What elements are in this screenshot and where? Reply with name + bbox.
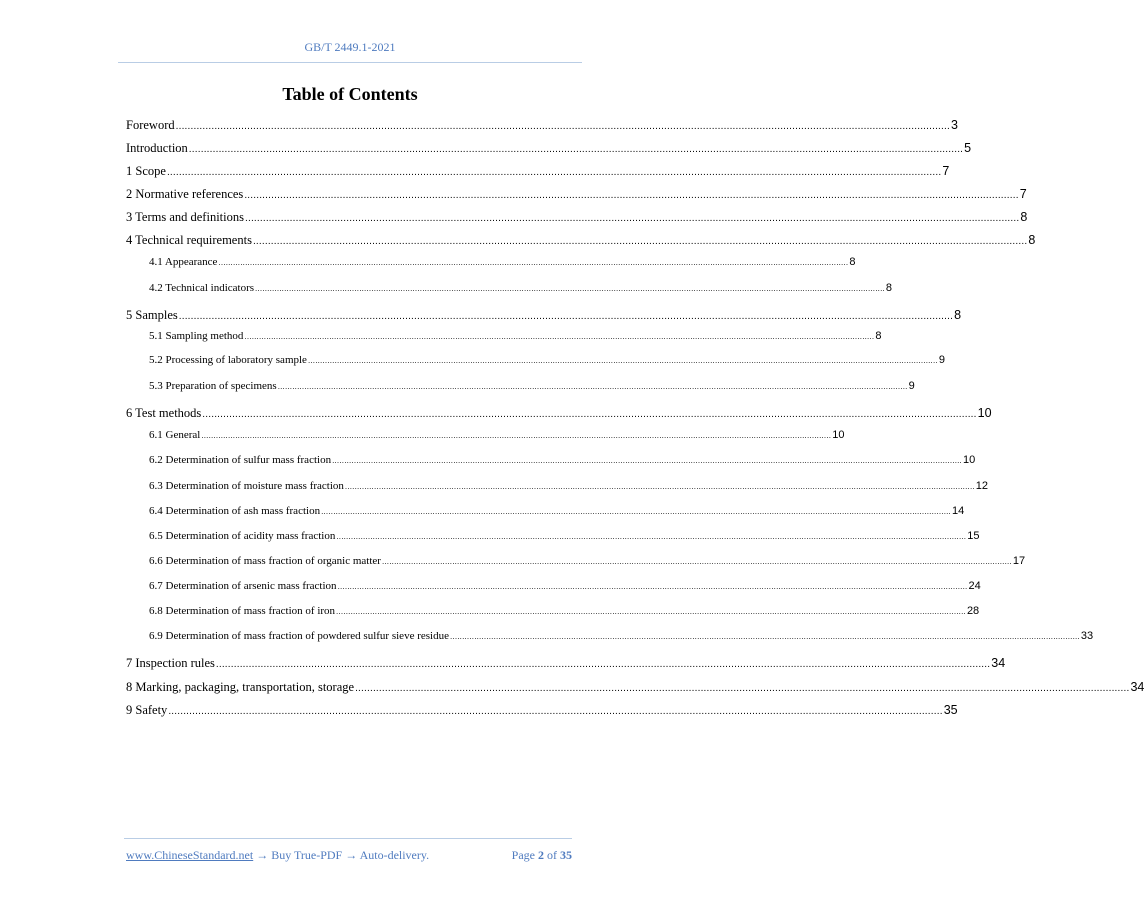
toc-dot-leader: .................................................................................................................................................................................................................................................................... (355, 683, 1130, 694)
toc-subentry[interactable] (149, 429, 845, 441)
toc-entry-title: 5 Samples (126, 308, 178, 322)
toc-entry[interactable] (126, 308, 962, 323)
toc-dot-leader: .................................................................................................................................................................................................................................................................... (215, 659, 991, 670)
toc-subentry[interactable] (149, 454, 976, 466)
page-of-word: of (547, 848, 557, 862)
toc-page-number: 15 (967, 530, 980, 542)
total-pages-number: 35 (560, 848, 572, 862)
toc-dot-leader: .................................................................................................................................................................................................................................................................... (449, 632, 1080, 641)
toc-subentry[interactable] (149, 555, 1026, 567)
toc-subentry[interactable] (149, 354, 945, 366)
toc-entry-title: 1 Scope (126, 164, 166, 178)
toc-dot-leader: .................................................................................................................................................................................................................................................................... (332, 456, 962, 465)
toc-subentry[interactable] (149, 380, 915, 392)
toc-entry-title: 9 Safety (126, 703, 168, 717)
toc-dot-leader: .................................................................................................................................................................................................................................................................... (178, 311, 954, 322)
running-header: GB/T 2449.1-2021 (304, 40, 396, 54)
toc-entry[interactable] (126, 233, 1036, 248)
toc-page-number: 3 (950, 118, 958, 132)
toc-dot-leader: .................................................................................................................................................................................................................................................................... (336, 532, 967, 541)
toc-dot-leader: .................................................................................................................................................................................................................................................................... (244, 332, 875, 341)
toc-dot-leader: .................................................................................................................................................................................................................................................................... (166, 167, 942, 178)
toc-subentry[interactable] (149, 530, 980, 542)
toc-dot-leader: .................................................................................................................................................................................................................................................................... (188, 144, 964, 155)
toc-entry-title: 2 Normative references (126, 187, 244, 201)
toc-entry-title: 6.8 Determination of mass fraction of iron (149, 605, 336, 617)
toc-page-number: 9 (908, 380, 915, 392)
toc-entry-title: 4 Technical requirements (126, 233, 252, 247)
toc-entry-title: 5.3 Preparation of specimens (149, 380, 277, 392)
toc-entry-title: 6.6 Determination of mass fraction of organic matter (149, 555, 381, 567)
toc-entry-title: 8 Marking, packaging, transportation, storage (126, 680, 355, 694)
toc-entry[interactable] (126, 406, 992, 421)
toc-page-number: 7 (942, 164, 950, 178)
toc-dot-leader: .................................................................................................................................................................................................................................................................... (175, 121, 950, 132)
toc-dot-leader: .................................................................................................................................................................................................................................................................... (337, 582, 968, 591)
toc-page-number: 33 (1080, 630, 1094, 642)
toc-entry-title: 6.2 Determination of sulfur mass fraction (149, 454, 332, 466)
toc-dot-leader: .................................................................................................................................................................................................................................................................... (244, 190, 1019, 201)
toc-entry[interactable] (126, 656, 1006, 671)
toc-entry-title: 5.2 Processing of laboratory sample (149, 354, 307, 366)
toc-entry-title: 6.9 Determination of mass fraction of powdered sulfur sieve residue (149, 630, 449, 642)
toc-page-number: 10 (832, 429, 845, 441)
toc-page-number: 9 (938, 354, 945, 366)
toc-page-number: 10 (977, 406, 992, 420)
footer-divider (124, 838, 572, 839)
toc-page-number: 10 (962, 454, 976, 466)
footer-promo (126, 848, 429, 863)
toc-dot-leader: .................................................................................................................................................................................................................................................................... (381, 557, 1012, 566)
page-footer (126, 848, 572, 864)
toc-page-number: 5 (964, 141, 972, 155)
toc-entry[interactable] (126, 703, 958, 718)
toc-entry[interactable] (126, 680, 1144, 695)
toc-entry[interactable] (126, 210, 1028, 225)
toc-dot-leader: .................................................................................................................................................................................................................................................................... (218, 258, 849, 267)
toc-entry[interactable] (126, 164, 950, 179)
toc-dot-leader: .................................................................................................................................................................................................................................................................... (277, 382, 908, 391)
toc-entry-title: 6.5 Determination of acidity mass fraction (149, 530, 336, 542)
toc-page-number: 8 (875, 330, 882, 342)
toc-page-number: 8 (1020, 210, 1028, 224)
toc-subentry[interactable] (149, 580, 981, 592)
toc-page-number: 34 (991, 656, 1006, 670)
toc-entry-title: Introduction (126, 141, 188, 155)
toc-page-number: 8 (885, 282, 893, 294)
toc-entry-title: 6.3 Determination of moisture mass fraction (149, 480, 344, 492)
toc-page-number: 8 (1028, 233, 1036, 247)
toc-dot-leader: .................................................................................................................................................................................................................................................................... (336, 607, 966, 616)
toc-entry-title: 6.4 Determination of ash mass fraction (149, 505, 321, 517)
site-link[interactable]: www.ChineseStandard.net (126, 848, 254, 862)
page-word: Page (511, 848, 535, 862)
toc-entry-title: 3 Terms and definitions (126, 210, 244, 224)
toc-dot-leader: .................................................................................................................................................................................................................................................................... (255, 284, 885, 293)
toc-page-number: 8 (849, 256, 856, 268)
toc-subentry[interactable] (149, 256, 856, 268)
toc-dot-leader: .................................................................................................................................................................................................................................................................... (307, 356, 938, 365)
toc-entry-title: 6.1 General (149, 429, 201, 441)
toc-page-number: 34 (1130, 680, 1144, 694)
toc-dot-leader: .................................................................................................................................................................................................................................................................... (201, 431, 832, 440)
toc-entry-title: 6.7 Determination of arsenic mass fraction (149, 580, 337, 592)
toc-dot-leader: .................................................................................................................................................................................................................................................................... (344, 482, 975, 491)
toc-subentry[interactable] (149, 282, 893, 294)
toc-entry-title: 5.1 Sampling method (149, 330, 244, 342)
toc-dot-leader: .................................................................................................................................................................................................................................................................... (168, 706, 943, 717)
toc-entry-title: 6 Test methods (126, 406, 202, 420)
toc-dot-leader: .................................................................................................................................................................................................................................................................... (321, 507, 951, 516)
header-divider (118, 62, 582, 63)
toc-entry[interactable] (126, 141, 972, 156)
toc-dot-leader: .................................................................................................................................................................................................................................................................... (252, 236, 1028, 247)
toc-dot-leader: .................................................................................................................................................................................................................................................................... (202, 409, 977, 420)
toc-dot-leader: .................................................................................................................................................................................................................................................................... (244, 213, 1020, 224)
toc-entry-title: 4.2 Technical indicators (149, 282, 255, 294)
toc-subentry[interactable] (149, 630, 1094, 642)
toc-entry-title: 7 Inspection rules (126, 656, 215, 670)
toc-page-number: 17 (1012, 555, 1026, 567)
current-page-number: 2 (538, 848, 544, 862)
toc-subentry[interactable] (149, 480, 989, 492)
toc-entry[interactable] (126, 118, 958, 133)
toc-page-number: 12 (975, 480, 989, 492)
toc-page-number: 8 (954, 308, 962, 322)
page-indicator (512, 848, 572, 863)
page-title: Table of Contents (282, 84, 418, 104)
toc-page-number: 35 (943, 703, 958, 717)
toc-entry-title: Foreword (126, 118, 175, 132)
footer-promo-text: → Buy True-PDF → Auto-delivery. (253, 848, 430, 862)
toc-entry-title: 4.1 Appearance (149, 256, 218, 268)
toc-page-number: 24 (968, 580, 981, 592)
toc-subentry[interactable] (149, 505, 965, 517)
toc-entry[interactable] (126, 187, 1027, 202)
toc-page-number: 14 (951, 505, 965, 517)
toc-page-number: 7 (1019, 187, 1027, 201)
toc-page-number: 28 (966, 605, 980, 617)
toc-subentry[interactable] (149, 605, 980, 617)
toc-subentry[interactable] (149, 330, 882, 342)
